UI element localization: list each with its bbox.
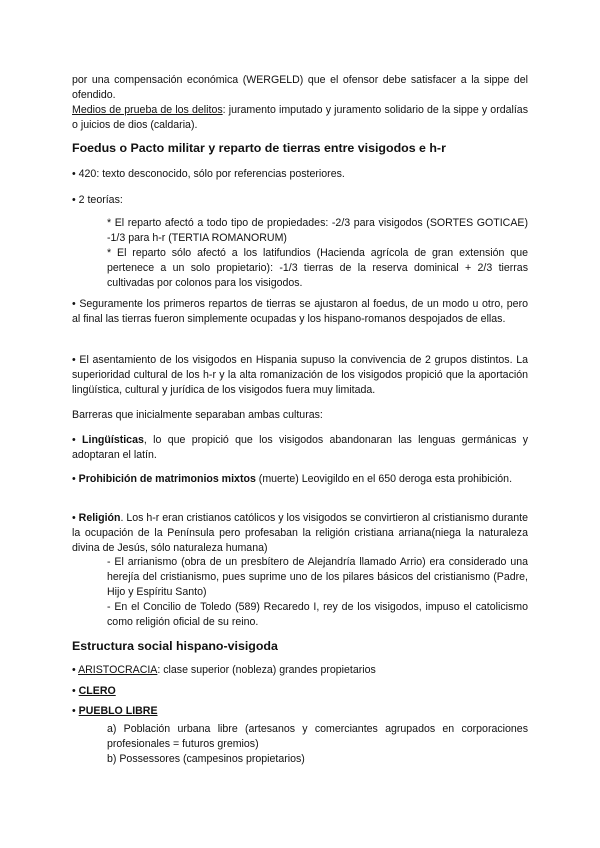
linguisticas-label: Lingüísticas — [82, 434, 144, 446]
aristocracia-text: : clase superior (nobleza) grandes propietarios — [157, 664, 376, 676]
religion-text: . Los h-r eran cristianos católicos y los visigodos se convirtieron al cristianismo durante la ocupación de la Península pero profesaban la religión cristiana arriana(niega la naturaleza divina de Jesús, sólo naturaleza humana) — [72, 512, 529, 554]
bullet-char: • — [72, 473, 79, 485]
linguisticas-text: , lo que propició que los visigodos abandonaran las lenguas germánicas y adoptaran el latín. — [72, 434, 529, 461]
item-clero — [72, 684, 528, 699]
bullet-char: • — [72, 705, 79, 717]
aristocracia-label: ARISTOCRACIA — [78, 664, 158, 676]
religion-sub-arrianismo: - El arrianismo (obra de un presbítero de Alejandría llamado Arrio) era considerado una herejía del cristianismo, pues suprime uno de los pilares básicos del cristianismo (Padre, Hijo y Espíritu Santo) — [107, 556, 528, 598]
barrera-prohibicion — [72, 472, 528, 487]
theory-1: * El reparto afectó a todo tipo de propiedades: -2/3 para visigodos (SORTES GOTICAE) -1/3 para h-r (TERTIA ROMANORUM) — [107, 217, 528, 244]
bullet-repartos: • Seguramente los primeros repartos de tierras se ajustaron al foedus, de un modo u otro, pero al final las tierras fueron simplemente ocupadas y los hispano-romanos despojados de ellas. — [72, 298, 528, 325]
pueblo-b: b) Possessores (campesinos propietarios) — [107, 753, 305, 765]
pueblo-libre-label: PUEBLO LIBRE — [78, 705, 158, 717]
barreras-title: Barreras que inicialmente separaban ambas culturas: — [72, 409, 323, 421]
item-aristocracia — [72, 663, 528, 678]
bullet-asentamiento: • El asentamiento de los visigodos en Hispania supuso la convivencia de 2 grupos distintos. La superioridad cultural de los h-r y la alta romanización de los visigodos propició que la aportación lingüística, cultural y jurídica de los visigodos fuera muy limitada. — [72, 354, 528, 396]
bullet-char: • — [72, 685, 79, 697]
medios-text: : juramento imputado y juramento solidario de la sippe y ordalías o juicios de dios (caldaria). — [72, 104, 528, 131]
bullet-char: • — [72, 434, 83, 446]
bullet-char: • — [72, 664, 79, 676]
religion-label: Religión — [78, 512, 121, 524]
pueblo-a: a) Población urbana libre (artesanos y comerciantes agrupados en corporaciones profesionales = futuros gremios) — [107, 723, 528, 750]
item-pueblo-libre — [72, 704, 528, 719]
intro-text: por una compensación económica (WERGELD) que el ofensor debe satisfacer a la sippe del ofendido. — [72, 74, 528, 101]
bullet-teorias: • 2 teorías: — [72, 194, 123, 206]
medios-label: Medios de prueba de los delitos — [72, 104, 223, 116]
theory-2: * El reparto sólo afectó a los latifundios (Hacienda agrícola de gran extensión que pertenece a un solo propietario): -1/3 tierras de la reserva dominical + 2/3 tierras cultivadas por colonos para los visigodos. — [107, 247, 528, 289]
prohibicion-label: Prohibición de matrimonios mixtos — [78, 473, 256, 485]
section-heading-foedus: Foedus o Pacto militar y reparto de tierras entre visigodos e h-r — [72, 141, 446, 155]
barrera-religion — [72, 511, 528, 556]
bullet-char: • — [72, 512, 79, 524]
prohibicion-text: (muerte) Leovigildo en el 650 deroga esta prohibición. — [255, 473, 513, 485]
religion-sub-concilio: - En el Concilio de Toledo (589) Recaredo I, rey de los visigodos, impuso el catolicismo como religión oficial de su reino. — [107, 601, 528, 628]
clero-label: CLERO — [78, 685, 116, 697]
bullet-420: • 420: texto desconocido, sólo por referencias posteriores. — [72, 168, 345, 180]
section-heading-estructura: Estructura social hispano-visigoda — [72, 639, 278, 653]
intro-paragraph — [72, 73, 528, 133]
barrera-linguisticas — [72, 433, 528, 463]
